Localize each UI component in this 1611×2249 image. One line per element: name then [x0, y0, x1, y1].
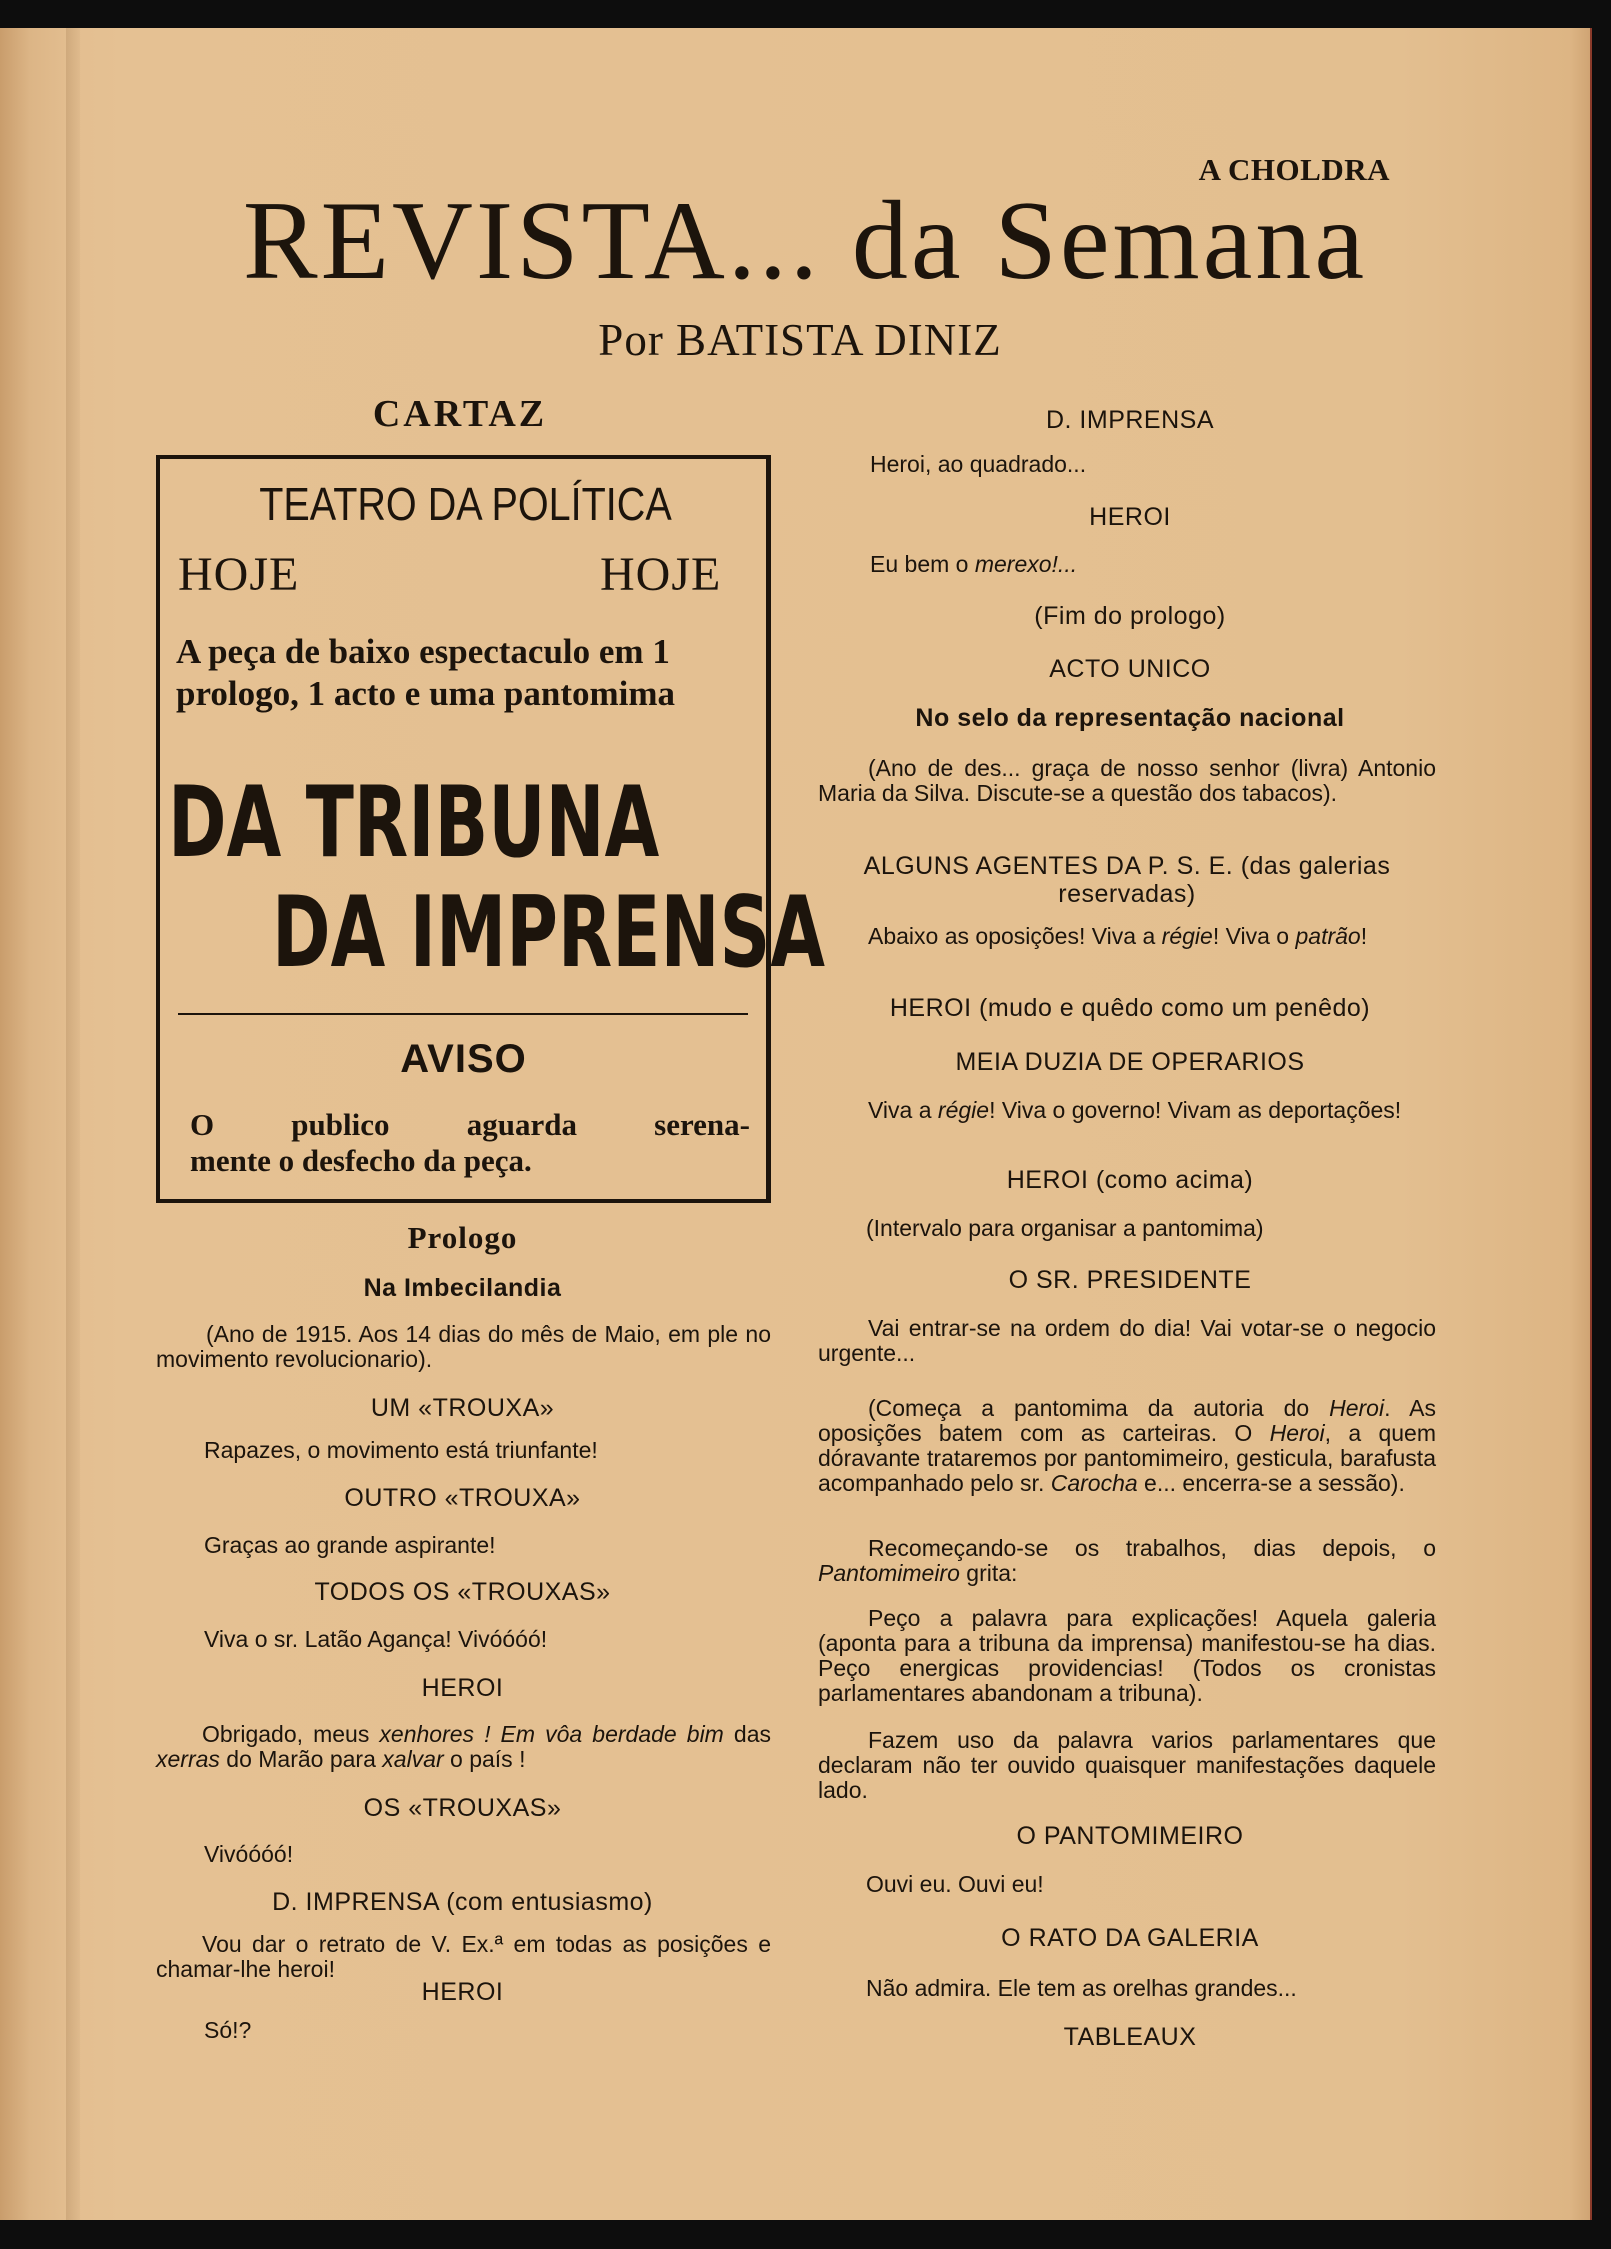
line-eu-bem [870, 552, 1430, 577]
stage-comeca [818, 1396, 1436, 1496]
playbill-box [156, 455, 825, 1203]
speaker-um-trouxa: UM «TROUXA» [370, 1394, 555, 1422]
stage-ano: (Ano de des... graça de nosso senhor (livra) Antonio Maria da Silva. Discute-se a questão dos tabacos). [818, 755, 1436, 806]
recomecando-a: Recomeçando-se os trabalhos, dias depois, o [868, 1535, 1436, 1561]
line-viva-regie-c: ! Viva o governo! Vivam as deportações! [989, 1097, 1402, 1123]
speaker-pantomimeiro: O PANTOMIMEIRO [1016, 1822, 1244, 1850]
notice-line2: mente o desfecho da peça. [190, 1143, 532, 1178]
acto-unico: ACTO UNICO [1049, 655, 1211, 683]
line-vai-entrar: Vai entrar-se na ordem do dia! Vai votar-se o negocio urgente... [818, 1315, 1436, 1366]
fim-prologo: (Fim do prologo) [1034, 602, 1226, 630]
publication-name: A CHOLDRA [1198, 152, 1390, 187]
today-left: HOJE [178, 548, 300, 601]
stage-comeca-f: Carocha [1050, 1470, 1138, 1496]
notice-heading: AVISO [400, 1037, 527, 1081]
poster-divider [178, 1013, 748, 1015]
speaker-d-imprensa-entusiasmo: D. IMPRENSA (com entusiasmo) [272, 1888, 653, 1916]
line-eu-bem-b: merexo!... [974, 551, 1078, 577]
line-abaixo-b: régie [1161, 923, 1213, 949]
today-right: HOJE [600, 548, 722, 601]
speaker-d-imprensa: D. IMPRENSA [1045, 406, 1215, 434]
recomecando [818, 1536, 1436, 1586]
line-ouvi: Ouvi eu. Ouvi eu! [866, 1871, 1044, 1897]
line-obrigado-g: o país ! [443, 1746, 526, 1772]
line-obrigado-d: xerras [156, 1746, 220, 1772]
page-title: REVISTA... da Semana [242, 179, 1368, 303]
prologue-setting: Na Imbecilandia [363, 1274, 562, 1302]
line-viva-regie-a: Viva a [868, 1097, 938, 1123]
theatre-name: TEATRO DA POLÍTICA [259, 478, 672, 530]
line-obrigado-e: do Marão para [219, 1746, 383, 1772]
fazem-uso: Fazem uso da palavra varios parlamentares que declaram não ter ouvido quaisquer manifestações daquele lado. [818, 1727, 1436, 1803]
intervalo: (Intervalo para organisar a pantomima) [866, 1215, 1264, 1241]
recomecando-c: grita: [959, 1560, 1018, 1586]
speaker-heroi-2: HEROI [421, 1978, 504, 2006]
line-obrigado-b: xenhores ! Em vôa berdade bim [379, 1721, 724, 1747]
stage-comeca-g: e... encerra-se a sessão). [1137, 1470, 1405, 1496]
speaker-heroi-acima: HEROI (como acima) [1006, 1166, 1254, 1194]
speaker-os-trouxas: OS «TROUXAS» [363, 1794, 562, 1822]
tableaux: TABLEAUX [1063, 2023, 1197, 2051]
recomecando-b: Pantomimeiro [818, 1560, 960, 1586]
line-viva-regie-b: régie [937, 1097, 990, 1123]
line-abaixo-c: ! Viva o [1212, 923, 1296, 949]
line-vou-dar: Vou dar o retrato de V. Ex.ª em todas as posições e chamar-lhe heroi! [156, 1931, 771, 1982]
speaker-rato: O RATO DA GALERIA [1001, 1924, 1259, 1952]
line-abaixo-a: Abaixo as oposições! Viva a [868, 923, 1162, 949]
line-viva-regie [818, 1098, 1436, 1123]
line-peco: Peço a palavra para explicações! Aquela galeria (aponta para a tribuna da imprensa) manifestou-se ha dias. Peço energicas providencias! (Todos os cronistas parlamentares abandonam a tribuna). [818, 1605, 1436, 1706]
line-obrigado [156, 1722, 771, 1772]
line-so: Só!? [204, 2017, 252, 2043]
line-heroi-quadrado: Heroi, ao quadrado... [870, 451, 1087, 477]
line-viva-latao: Viva o sr. Latão Agança! Vivóóóó! [204, 1626, 548, 1652]
line-eu-bem-a: Eu bem o [870, 551, 975, 577]
poster-heading: CARTAZ [372, 393, 548, 435]
acto-setting: No selo da representação nacional [915, 704, 1345, 732]
page-gutter-shadow [66, 28, 80, 2220]
line-abaixo-d: patrão [1295, 923, 1361, 949]
speaker-outro-trouxa: OUTRO «TROUXA» [344, 1484, 581, 1512]
stage-comeca-e: , a quem dóravante trataremos por pantomimeiro, gesticula, barafusta acompanhado pelo sr. [818, 1420, 1436, 1496]
byline: Por BATISTA DINIZ [598, 315, 1002, 365]
play-title-line1: DA TRIBUNA [168, 766, 660, 880]
speaker-meia-duzia: MEIA DUZIA DE OPERARIOS [955, 1048, 1305, 1076]
stage-comeca-a: (Começa a pantomima da autoria do [868, 1395, 1330, 1421]
stage-comeca-c: . As oposições batem com as carteiras. O [818, 1395, 1436, 1446]
line-obrigado-f: xalvar [382, 1746, 444, 1772]
line-obrigado-a: Obrigado, meus [202, 1721, 380, 1747]
line-obrigado-c: das [733, 1721, 772, 1747]
stage-comeca-b: Heroi [1329, 1395, 1385, 1421]
notice-line1: O publico aguarda serena- [190, 1107, 750, 1142]
line-rapazes: Rapazes, o movimento está triunfante! [204, 1437, 598, 1463]
speaker-heroi-mudo: HEROI (mudo e quêdo como um penêdo) [889, 994, 1371, 1022]
speaker-heroi-1: HEROI [421, 1674, 504, 1702]
prologue-heading: Prologo [407, 1220, 518, 1255]
line-vivo: Vivóóóó! [204, 1841, 294, 1867]
line-abaixo-e: ! [1360, 923, 1368, 949]
speaker-heroi-3: HEROI [1089, 503, 1171, 531]
stage-comeca-d: Heroi [1269, 1420, 1325, 1446]
speaker-alguns-agentes: ALGUNS AGENTES DA P. S. E. (das galerias reservadas) [863, 852, 1391, 908]
line-nao-admira: Não admira. Ele tem as orelhas grandes... [866, 1975, 1297, 2001]
speaker-presidente: O SR. PRESIDENTE [1008, 1266, 1252, 1294]
play-title-line2: DA IMPRENSA [272, 876, 825, 990]
play-description: A peça de baixo espectaculo em 1 prologo, 1 acto e uma pantomima [176, 632, 676, 713]
line-gracas: Graças ao grande aspirante! [204, 1532, 496, 1558]
speaker-todos-trouxas: TODOS OS «TROUXAS» [314, 1578, 611, 1606]
line-abaixo [818, 924, 1436, 949]
stage-direction: (Ano de 1915. Aos 14 dias do mês de Maio, em ple no movimento revolucionario). [156, 1321, 771, 1372]
